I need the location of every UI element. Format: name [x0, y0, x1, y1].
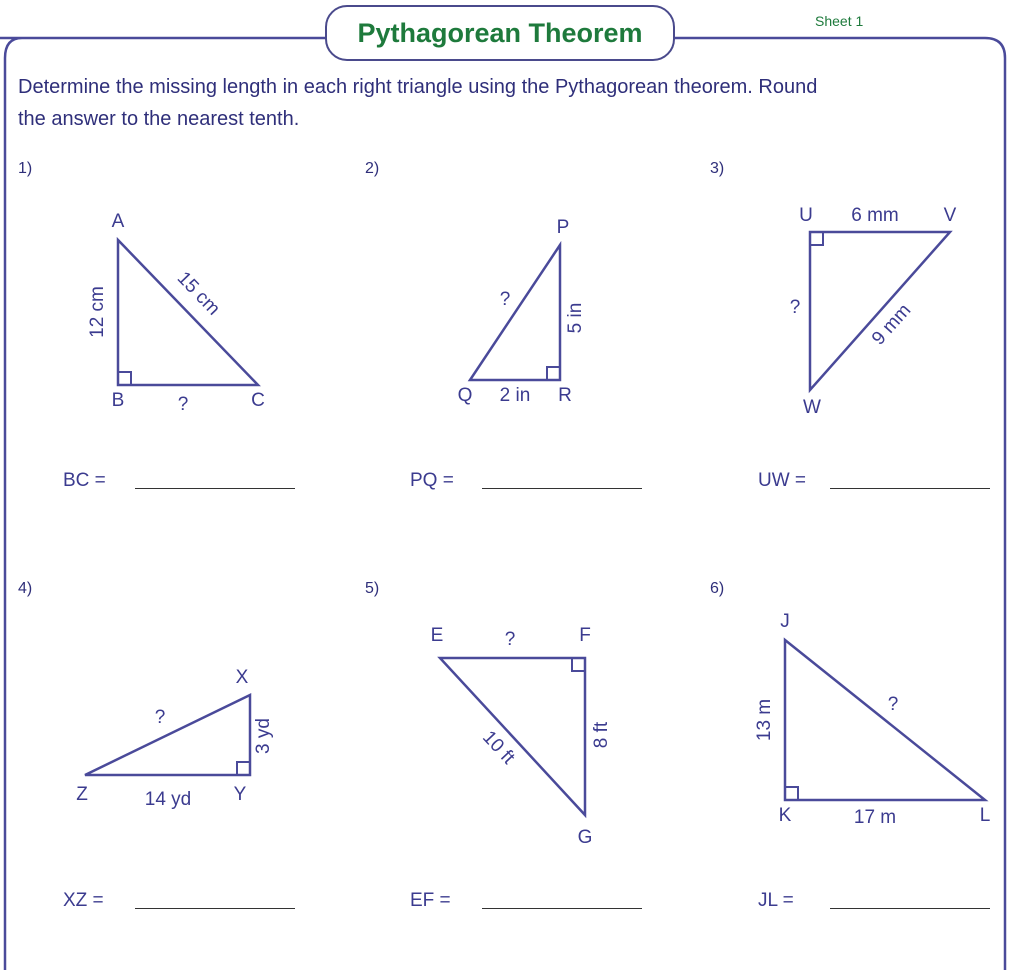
side-label: 10 ft: [478, 726, 519, 769]
answer-label: XZ =: [63, 890, 104, 911]
page-title: Pythagorean Theorem: [325, 5, 675, 61]
vertex-label: L: [979, 805, 991, 826]
answer-label: EF =: [410, 890, 451, 911]
frame-border: [0, 38, 1005, 970]
problem-number: 1): [18, 160, 33, 177]
vertex-label: F: [579, 625, 591, 646]
right-angle-mark: [785, 787, 798, 800]
vertex-label: R: [558, 385, 572, 406]
answer-label: JL =: [758, 890, 794, 911]
vertex-label: G: [577, 827, 593, 848]
vertex-label: Y: [233, 784, 247, 805]
side-label: 17 m: [853, 807, 897, 828]
triangle-jkl: [785, 640, 985, 800]
vertex-label: K: [778, 805, 792, 826]
side-label: 6 mm: [851, 205, 899, 226]
side-label: ?: [499, 289, 511, 310]
vertex-label: P: [556, 217, 570, 238]
answer-blank[interactable]: [135, 488, 295, 489]
sheet-label: Sheet 1: [815, 13, 864, 29]
vertex-label: E: [430, 625, 444, 646]
vertex-label: J: [780, 611, 790, 632]
problem-number: 5): [365, 580, 380, 597]
side-label: 8 ft: [591, 721, 612, 749]
triangle-xzy: [85, 695, 250, 775]
vertex-label: U: [799, 205, 813, 226]
problem-number: 2): [365, 160, 380, 177]
instructions-line-1: Determine the missing length in each right triangle using the Pythagorean theorem. Round: [18, 76, 818, 98]
answer-blank[interactable]: [482, 908, 642, 909]
vertex-label: Q: [457, 385, 473, 406]
right-angle-mark: [237, 762, 250, 775]
vertex-label: A: [111, 211, 125, 232]
side-label: ?: [177, 394, 189, 415]
answer-label: PQ =: [410, 470, 454, 491]
triangle-uvw: [810, 232, 950, 390]
side-label: ?: [504, 629, 516, 650]
triangle-pqr: [470, 245, 560, 380]
answer-blank[interactable]: [482, 488, 642, 489]
side-label: 3 yd: [253, 718, 274, 754]
answer-label: BC =: [63, 470, 106, 491]
answer-blank[interactable]: [830, 908, 990, 909]
vertex-label: W: [803, 397, 821, 418]
problem-number: 6): [710, 580, 725, 597]
triangle-efg: [440, 658, 585, 815]
instructions-line-2: the answer to the nearest tenth.: [18, 108, 300, 130]
right-angle-mark: [810, 232, 823, 245]
triangle-abc: [118, 240, 258, 385]
side-label: 9 mm: [867, 299, 916, 350]
answer-label: UW =: [758, 470, 807, 491]
side-label: 14 yd: [144, 789, 192, 810]
side-label: 13 m: [754, 698, 775, 742]
right-angle-mark: [118, 372, 131, 385]
side-label: 15 cm: [172, 267, 224, 320]
vertex-label: C: [251, 390, 265, 411]
vertex-label: X: [235, 667, 249, 688]
problem-number: 3): [710, 160, 725, 177]
answer-blank[interactable]: [135, 908, 295, 909]
side-label: 2 in: [499, 385, 531, 406]
problem-number: 4): [18, 580, 33, 597]
side-label: ?: [154, 707, 166, 728]
vertex-label: V: [943, 205, 957, 226]
vertex-label: B: [111, 390, 125, 411]
right-angle-mark: [572, 658, 585, 671]
right-angle-mark: [547, 367, 560, 380]
side-label: ?: [887, 694, 899, 715]
side-label: ?: [789, 297, 801, 318]
answer-blank[interactable]: [830, 488, 990, 489]
vertex-label: Z: [76, 784, 88, 805]
side-label: 12 cm: [87, 286, 108, 338]
side-label: 5 in: [565, 302, 586, 334]
